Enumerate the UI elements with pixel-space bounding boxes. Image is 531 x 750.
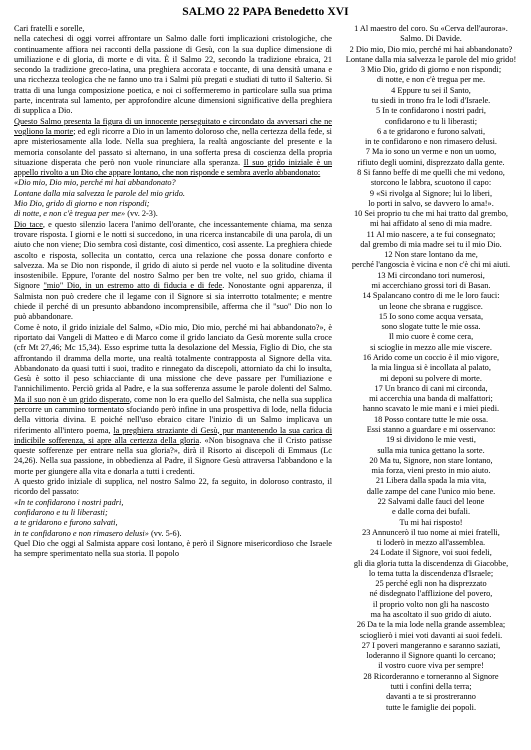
- psalm-line: 7 Ma io sono un verme e non un uomo,: [365, 147, 497, 157]
- psalm-line: di notte, e non c'è tregua per me.: [376, 75, 486, 85]
- psalm-line: 9 «Si rivolga al Signore; lui lo liberi,: [369, 188, 493, 198]
- underlined-text: Ma il suo non è un grido disperato: [14, 394, 130, 404]
- psalm-line: rifiuto degli uomini, disprezzato dalla gente.: [357, 157, 505, 167]
- psalm-line: confidarono e tu li liberasti;: [384, 116, 478, 126]
- psalm-line: sono slogate tutte le mie ossa.: [381, 322, 481, 332]
- psalm-line: 2 Dio mio, Dio mio, perché mi hai abbandonato?: [349, 44, 513, 54]
- psalm-line: 25 perché egli non ha disprezzato: [375, 579, 487, 589]
- psalm-line: 19 si dividono le mie vesti,: [386, 435, 476, 445]
- psalm-line: si scioglie in mezzo alle mie viscere.: [370, 342, 492, 352]
- psalm-line: loderanno il Signore quanti lo cercano;: [366, 651, 496, 661]
- psalm-line: 8 Si fanno beffe di me quelli che mi vedono,: [357, 167, 505, 177]
- psalm-line: e dalle corna dei bufali.: [391, 507, 471, 517]
- psalm-line: perché l'angoscia è vicina e non c'è chi mi aiuti.: [351, 260, 511, 270]
- underlined-text: "mio" Dio, in un estremo atto di fiducia e di fede: [43, 281, 223, 291]
- paragraph-silence: Dio tace, e questo silenzio lacera l'animo dell'orante, che incessantemente chiama, ma senza trovare risposta. I giorni e le notti si succedono, in una ricerca instancabile di una parola, di un aiuto che non viene; Dio sembra così distante, così dimentico, così assente. La preghiera chiede ascolto e risposta, sollecita un contatto, cerca una relazione che possa donare conforto e salvezza. Ma se Dio non risponde, il grido di aiuto si perde nel vuoto e la solitudine diventa insostenibile. Eppure, l'orante del nostro Salmo per ben tre volte, nel suo grido, chiama il Signore "mio" Dio, in un estremo atto di fiducia e di fede. Nonostante ogni apparenza, il Salmista non può credere che il legame con il Signore si sia interrotto totalmente; e mentre chiede il perché di un presunto abbandono incomprensibile, afferma che il "suo" Dio non lo può abbandonare.: [14, 219, 332, 322]
- psalm-line: hanno scavato le mie mani e i miei piedi.: [362, 404, 500, 414]
- psalm-line: Lontane dalla mia salvezza le parole del mio grido!: [345, 54, 517, 64]
- psalm-line: 24 Lodate il Signore, voi suoi fedeli,: [370, 548, 492, 558]
- psalm-line: mi hai affidato al seno di mia madre.: [370, 219, 492, 229]
- psalm-line: mi deponi su polvere di morte.: [380, 373, 482, 383]
- paragraph-closing: Quel Dio che oggi al Salmista appare così lontano, è però il Signore misericordioso che Israele ha sempre sperimentato nella sua storia. Il popolo: [14, 538, 332, 559]
- psalm-line: 17 Un branco di cani mi circonda,: [374, 383, 488, 393]
- psalm-line: ti loderò in mezzo all'assemblea.: [376, 538, 486, 548]
- psalm-line: 13 Mi circondano tori numerosi,: [377, 270, 485, 280]
- psalm-line: mi accerchia una banda di malfattori;: [369, 394, 493, 404]
- quote-block: «Dio mio, Dio mio, perché mi hai abbandonato? Lontane dalla mia salvezza le parole del mio grido. Mio Dio, grido di giorno e non rispondi; di notte, e non c'è tregua per me» (vv. 2-3).: [14, 178, 185, 219]
- psalm-line: tutti i confini della terra;: [390, 682, 472, 691]
- psalm-line: 11 Al mio nascere, a te fui consegnato;: [366, 229, 496, 239]
- psalm-line: 27 I poveri mangeranno e saranno saziati,: [361, 640, 501, 650]
- psalm-line: scioglierò i miei voti davanti ai suoi fedeli.: [359, 630, 503, 640]
- psalm-line: in te confidarono e non rimasero delusi.: [364, 137, 498, 147]
- psalm-line: Salmo. Di Davide.: [400, 34, 462, 44]
- psalm-line: 16 Arido come un coccio è il mio vigore,: [362, 353, 500, 362]
- psalm-line: Essi stanno a guardare e mi osservano:: [366, 424, 496, 434]
- paragraph-innocent: Questo Salmo presenta la figura di un innocente perseguitato e circondato da avversari che ne vogliono la morte; ed egli ricorre a Dio in un lamento doloroso che, nella certezza della fede, si apre misteriosamente alla lode. Nella sua preghiera, la realtà angosciante del presente e la memoria consolante del passato si alternano, in una sofferta presa di coscienza della propria situazione disperata che però non vuole rinunciare alla speranza. Il suo grido iniziale è un appello rivolto a un Dio che appare lontano, che non risponde e sembra averlo abbandonato:: [14, 116, 332, 178]
- psalm-line: 3 Mio Dio, grido di giorno e non rispondi;: [360, 65, 502, 75]
- psalm-line: 18 Posso contare tutte le mie ossa.: [373, 414, 489, 424]
- psalm-line: 12 Non stare lontano da me,: [384, 250, 478, 260]
- psalm-line: 23 Annuncerò il tuo nome ai miei fratelli,: [362, 527, 500, 537]
- psalm-line: 14 Spalancano contro di me le loro fauci:: [362, 291, 500, 301]
- psalm-line: 26 Da te la mia lode nella grande assemblea;: [356, 620, 506, 630]
- psalm-line: 4 Eppure tu sei il Santo,: [391, 85, 471, 95]
- psalm-line: lo tema tutta la discendenza d'Israele;: [368, 568, 494, 578]
- psalm-line: davanti a te si prostreranno: [386, 692, 476, 702]
- paragraph-memory: A questo grido iniziale di supplica, nel nostro Salmo 22, fa seguito, in doloroso contrasto, il ricordo del passato:: [14, 477, 332, 497]
- psalm-line: 1 Al maestro del coro. Su «Cerva dell'aurora».: [354, 24, 508, 33]
- psalm-text-column: [337, 24, 525, 713]
- psalm-line: il vostro cuore viva per sempre!: [378, 661, 484, 671]
- psalm-line: gli dia gloria tutta la discendenza di Giacobbe,: [353, 558, 509, 568]
- psalm-line: 5 In te confidarono i nostri padri,: [376, 106, 486, 116]
- quote-block: «In te confidarono i nostri padri, confidarono e tu li liberasti; a te gridarono e furono salvati, in te confidarono e non rimasero delusi» (vv. 5-6).: [14, 497, 182, 538]
- page-title: SALMO 22 PAPA Benedetto XVI: [182, 6, 349, 18]
- psalm-line: mi accerchiano grossi tori di Basan.: [371, 281, 491, 291]
- psalm-line: tutte le famiglie dei popoli.: [385, 702, 477, 712]
- psalm-line: 22 Salvami dalle fauci del leone: [377, 496, 485, 506]
- psalm-line: il proprio volto non gli ha nascosto: [372, 599, 490, 609]
- quote-reference: (vv. 5-6).: [150, 528, 182, 538]
- psalm-line: 10 Sei proprio tu che mi hai tratto dal grembo,: [354, 209, 508, 219]
- psalm-line: dal grembo di mia madre sei tu il mio Dio.: [360, 239, 502, 249]
- psalm-line: 20 Ma tu, Signore, non stare lontano,: [369, 455, 493, 465]
- psalm-line: Tu mi hai risposto!: [399, 517, 463, 527]
- psalm-line: un leone che sbrana e ruggisce.: [379, 301, 483, 311]
- commentary-column: [14, 24, 332, 559]
- psalm-line: ma ha ascoltato il suo grido di aiuto.: [370, 610, 492, 620]
- psalm-line: mia forza, vieni presto in mio aiuto.: [371, 466, 491, 476]
- psalm-line: 21 Libera dalla spada la mia vita,: [375, 476, 487, 486]
- underlined-text: Questo Salmo presenta la figura di un innocente perseguitato e circondato da avversari che ne vogliono la morte: [14, 116, 332, 136]
- paragraph-gospel-cry: Come è noto, il grido iniziale del Salmo, «Dio mio, Dio mio, perché mi hai abbandonato?», è riportato dai Vangeli di Matteo e di Marco come il grido lanciato da Gesù morente sulla croce (cfr Mt 27,46; Mc 15,34). Esso esprime tutta la desolazione del Messia, Figlio di Dio, che sta affrontando il dramma della morte, una realtà totalmente contrapposta al Signore della vita. Abbandonato da quasi tutti i suoi, tradito e rinnegato da discepoli, attorniato da chi lo insulta, Gesù è sotto il peso schiacciante di una missione che deve passare per l'umiliazione e l'annichilimento. Perciò grida al Padre, e la sua sofferenza assume le parole dolenti del Salmo. Ma il suo non è un grido disperato, come non lo era quello del Salmista, che nella sua supplica percorre un cammino tormentato sfociando però infine in una prospettiva di lode, nella fiducia della vittoria divina. E poiché nell'uso ebraico citare l'inizio di un Salmo implicava un riferimento all'intero poema, la preghiera straziante di Gesù, pur mantenendo la sua carica di indicibile sofferenza, si apre alla certezza della gloria. «Non bisognava che il Cristo patisse queste sofferenze per entrare nella sua gloria?», dirà il Risorto ai discepoli di Emmaus (Lc 24,26). Nella sua passione, in obbedienza al Padre, il Signore Gesù attraversa l'abbandono e la morte per giungere alla vita e donarla a tutti i credenti.: [14, 322, 333, 476]
- psalm-line: la mia lingua si è incollata al palato,: [371, 363, 491, 373]
- quote-reference: (vv. 2-3).: [127, 209, 158, 219]
- psalm-line: lo porti in salvo, se davvero lo ama!».: [368, 198, 494, 208]
- psalm-line: 28 Ricorderanno e torneranno al Signore: [363, 671, 499, 681]
- psalm-line: storcono le labbra, scuotono il capo:: [370, 178, 492, 188]
- psalm-line: tu siedi in trono fra le lodi d'Israele.: [371, 95, 491, 105]
- underlined-text: la preghiera straziante di Gesù, pur mantenendo la sua carica di indicibile sofferenza, si apre alla certezza della gloria: [14, 425, 333, 445]
- intro-paragraph: nella catechesi di oggi vorrei affrontare un Salmo dalle forti implicazioni cristologiche, che continuamente affiora nei racconti della passione di Gesù, con la sua duplice dimensione di umiliazione e di gloria, di morte e di vita. È il Salmo 22, secondo la tradizione ebraica, 21 secondo la tradizione greco-latina, una preghiera accorata e toccante, di una densità umana e una ricchezza teologica che ne fanno uno tra i Salmi più pregati e studiati di tutto il Salterio. Si tratta di una lunga composizione poetica, e noi ci soffermeremo in particolare sulla sua prima parte, incentrata sul lamento, per approfondire alcune dimensioni significative della preghiera di supplica a Dio.: [14, 34, 332, 116]
- underlined-text: Dio tace: [14, 219, 43, 229]
- underlined-text: Il suo grido iniziale è un appello rivolto a un Dio che appare lontano, che non risponde e sembra averlo abbandonato:: [14, 157, 332, 178]
- greeting: Cari fratelli e sorelle,: [14, 24, 85, 33]
- psalm-line: sulla mia tunica gettano la sorte.: [377, 445, 485, 455]
- psalm-line: Il mio cuore è come cera,: [388, 332, 474, 342]
- psalm-line: dalle zampe del cane l'unico mio bene.: [366, 486, 496, 496]
- psalm-line: né disdegnato l'afflizione del povero,: [369, 589, 493, 599]
- psalm-line: 15 Io sono come acqua versata,: [378, 311, 484, 321]
- psalm-line: 6 a te gridarono e furono salvati,: [376, 126, 486, 136]
